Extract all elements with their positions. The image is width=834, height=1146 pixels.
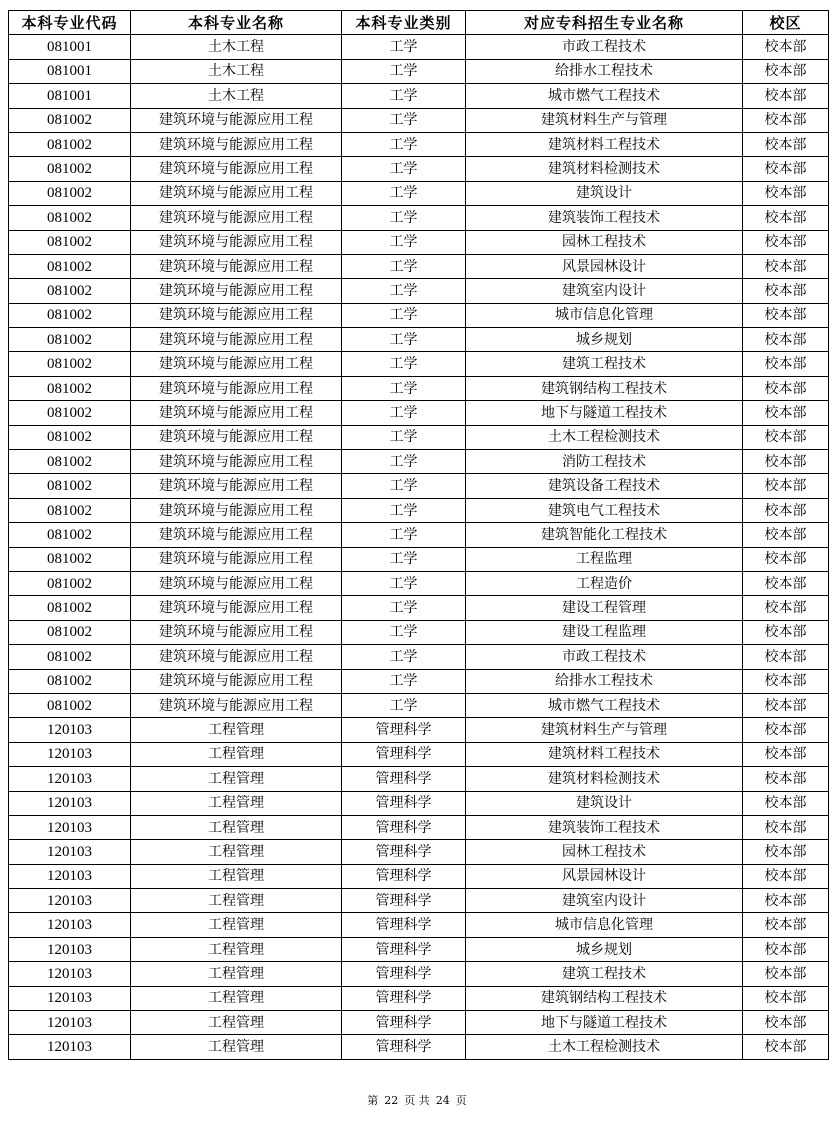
table-row [9, 937, 829, 961]
cell-undergrad-name: 工程管理 [131, 937, 342, 961]
table-row [9, 791, 829, 815]
cell-undergrad-category: 工学 [342, 328, 466, 352]
cell-junior-college-major: 建筑装饰工程技术 [466, 206, 743, 230]
cell-campus: 校本部 [743, 986, 829, 1010]
cell-undergrad-category: 工学 [342, 645, 466, 669]
cell-undergrad-category: 管理科学 [342, 1011, 466, 1035]
cell-undergrad-name: 工程管理 [131, 791, 342, 815]
cell-junior-college-major: 风景园林设计 [466, 864, 743, 888]
cell-undergrad-code: 081001 [9, 84, 131, 108]
cell-undergrad-name: 建筑环境与能源应用工程 [131, 132, 342, 156]
cell-junior-college-major: 建筑材料工程技术 [466, 132, 743, 156]
cell-junior-college-major: 建筑电气工程技术 [466, 498, 743, 522]
table-body [9, 35, 829, 1059]
cell-undergrad-name: 建筑环境与能源应用工程 [131, 206, 342, 230]
table-row [9, 523, 829, 547]
cell-campus: 校本部 [743, 450, 829, 474]
cell-junior-college-major: 地下与隧道工程技术 [466, 1011, 743, 1035]
cell-undergrad-code: 081002 [9, 669, 131, 693]
table-row [9, 254, 829, 278]
cell-undergrad-name: 建筑环境与能源应用工程 [131, 693, 342, 717]
cell-campus: 校本部 [743, 132, 829, 156]
cell-undergrad-code: 081002 [9, 206, 131, 230]
cell-campus: 校本部 [743, 376, 829, 400]
cell-undergrad-category: 工学 [342, 59, 466, 83]
cell-junior-college-major: 工程造价 [466, 571, 743, 595]
cell-undergrad-code: 081002 [9, 474, 131, 498]
cell-undergrad-code: 120103 [9, 815, 131, 839]
page-footer [0, 1092, 834, 1108]
cell-undergrad-name: 工程管理 [131, 840, 342, 864]
footer-middle: 页 共 [404, 1094, 430, 1107]
cell-undergrad-code: 081002 [9, 596, 131, 620]
cell-junior-college-major: 建筑钢结构工程技术 [466, 376, 743, 400]
header-junior-college-major: 对应专科招生专业名称 [466, 11, 743, 35]
cell-campus: 校本部 [743, 791, 829, 815]
cell-undergrad-name: 建筑环境与能源应用工程 [131, 303, 342, 327]
table-row [9, 474, 829, 498]
footer-suffix: 页 [455, 1094, 467, 1107]
cell-junior-college-major: 建筑室内设计 [466, 889, 743, 913]
cell-undergrad-name: 建筑环境与能源应用工程 [131, 547, 342, 571]
table-row [9, 35, 829, 59]
table-header-row [9, 11, 829, 35]
cell-campus: 校本部 [743, 303, 829, 327]
cell-undergrad-category: 工学 [342, 108, 466, 132]
cell-undergrad-name: 建筑环境与能源应用工程 [131, 157, 342, 181]
cell-undergrad-category: 工学 [342, 547, 466, 571]
cell-campus: 校本部 [743, 498, 829, 522]
cell-junior-college-major: 风景园林设计 [466, 254, 743, 278]
cell-campus: 校本部 [743, 352, 829, 376]
cell-campus: 校本部 [743, 328, 829, 352]
cell-campus: 校本部 [743, 864, 829, 888]
cell-undergrad-code: 081002 [9, 279, 131, 303]
cell-undergrad-name: 建筑环境与能源应用工程 [131, 108, 342, 132]
cell-undergrad-category: 管理科学 [342, 962, 466, 986]
cell-campus: 校本部 [743, 1035, 829, 1059]
cell-campus: 校本部 [743, 913, 829, 937]
cell-undergrad-name: 工程管理 [131, 889, 342, 913]
cell-undergrad-name: 建筑环境与能源应用工程 [131, 401, 342, 425]
cell-undergrad-code: 081002 [9, 425, 131, 449]
cell-junior-college-major: 市政工程技术 [466, 645, 743, 669]
table-row [9, 376, 829, 400]
cell-undergrad-name: 建筑环境与能源应用工程 [131, 474, 342, 498]
cell-campus: 校本部 [743, 767, 829, 791]
cell-junior-college-major: 园林工程技术 [466, 230, 743, 254]
cell-undergrad-category: 工学 [342, 401, 466, 425]
cell-campus: 校本部 [743, 523, 829, 547]
cell-undergrad-category: 工学 [342, 352, 466, 376]
header-undergrad-name: 本科专业名称 [131, 11, 342, 35]
cell-campus: 校本部 [743, 645, 829, 669]
cell-campus: 校本部 [743, 401, 829, 425]
cell-junior-college-major: 建筑钢结构工程技术 [466, 986, 743, 1010]
footer-current-page: 22 [384, 1094, 399, 1107]
cell-undergrad-code: 081002 [9, 620, 131, 644]
cell-undergrad-name: 建筑环境与能源应用工程 [131, 230, 342, 254]
cell-undergrad-category: 管理科学 [342, 1035, 466, 1059]
table-row [9, 571, 829, 595]
cell-undergrad-code: 081002 [9, 254, 131, 278]
cell-junior-college-major: 消防工程技术 [466, 450, 743, 474]
cell-undergrad-name: 工程管理 [131, 1035, 342, 1059]
cell-undergrad-category: 管理科学 [342, 864, 466, 888]
table-row [9, 59, 829, 83]
table-row [9, 864, 829, 888]
cell-junior-college-major: 建筑工程技术 [466, 352, 743, 376]
table-row [9, 84, 829, 108]
cell-campus: 校本部 [743, 206, 829, 230]
cell-junior-college-major: 建筑材料生产与管理 [466, 108, 743, 132]
cell-junior-college-major: 建筑材料工程技术 [466, 742, 743, 766]
table-row [9, 840, 829, 864]
cell-junior-college-major: 建筑材料检测技术 [466, 157, 743, 181]
cell-undergrad-name: 土木工程 [131, 59, 342, 83]
cell-undergrad-name: 建筑环境与能源应用工程 [131, 181, 342, 205]
cell-undergrad-category: 工学 [342, 230, 466, 254]
cell-undergrad-category: 工学 [342, 450, 466, 474]
cell-undergrad-code: 081002 [9, 450, 131, 474]
cell-undergrad-name: 建筑环境与能源应用工程 [131, 352, 342, 376]
cell-campus: 校本部 [743, 254, 829, 278]
cell-junior-college-major: 建筑智能化工程技术 [466, 523, 743, 547]
table-row [9, 767, 829, 791]
cell-undergrad-category: 管理科学 [342, 840, 466, 864]
cell-undergrad-name: 工程管理 [131, 742, 342, 766]
cell-undergrad-code: 081002 [9, 108, 131, 132]
cell-undergrad-category: 工学 [342, 376, 466, 400]
cell-junior-college-major: 地下与隧道工程技术 [466, 401, 743, 425]
cell-campus: 校本部 [743, 937, 829, 961]
cell-undergrad-name: 建筑环境与能源应用工程 [131, 328, 342, 352]
cell-junior-college-major: 给排水工程技术 [466, 59, 743, 83]
table-row [9, 815, 829, 839]
cell-undergrad-code: 081002 [9, 547, 131, 571]
table-row [9, 303, 829, 327]
table-row [9, 157, 829, 181]
header-undergrad-category: 本科专业类别 [342, 11, 466, 35]
footer-total-pages: 24 [435, 1094, 450, 1107]
cell-junior-college-major: 建设工程监理 [466, 620, 743, 644]
cell-undergrad-category: 工学 [342, 206, 466, 230]
cell-undergrad-code: 081002 [9, 498, 131, 522]
cell-undergrad-category: 管理科学 [342, 791, 466, 815]
cell-undergrad-code: 081002 [9, 352, 131, 376]
table-row [9, 108, 829, 132]
cell-campus: 校本部 [743, 474, 829, 498]
cell-campus: 校本部 [743, 693, 829, 717]
cell-undergrad-name: 建筑环境与能源应用工程 [131, 523, 342, 547]
cell-undergrad-category: 工学 [342, 498, 466, 522]
table-row [9, 279, 829, 303]
cell-junior-college-major: 建筑材料生产与管理 [466, 718, 743, 742]
cell-campus: 校本部 [743, 181, 829, 205]
table-row [9, 620, 829, 644]
cell-undergrad-category: 工学 [342, 474, 466, 498]
table-row [9, 962, 829, 986]
cell-undergrad-code: 120103 [9, 937, 131, 961]
cell-campus: 校本部 [743, 157, 829, 181]
cell-undergrad-category: 工学 [342, 84, 466, 108]
cell-undergrad-category: 工学 [342, 693, 466, 717]
cell-undergrad-name: 建筑环境与能源应用工程 [131, 279, 342, 303]
cell-undergrad-category: 管理科学 [342, 889, 466, 913]
cell-campus: 校本部 [743, 108, 829, 132]
table-row [9, 401, 829, 425]
cell-undergrad-code: 081002 [9, 523, 131, 547]
cell-undergrad-category: 工学 [342, 523, 466, 547]
cell-undergrad-name: 工程管理 [131, 815, 342, 839]
cell-undergrad-code: 081002 [9, 303, 131, 327]
cell-undergrad-code: 120103 [9, 840, 131, 864]
cell-campus: 校本部 [743, 547, 829, 571]
cell-campus: 校本部 [743, 742, 829, 766]
cell-junior-college-major: 城市燃气工程技术 [466, 693, 743, 717]
cell-undergrad-category: 工学 [342, 571, 466, 595]
cell-undergrad-category: 工学 [342, 157, 466, 181]
table-row [9, 1035, 829, 1059]
table-row [9, 913, 829, 937]
table-row [9, 669, 829, 693]
cell-junior-college-major: 建筑材料检测技术 [466, 767, 743, 791]
cell-junior-college-major: 园林工程技术 [466, 840, 743, 864]
cell-campus: 校本部 [743, 718, 829, 742]
cell-undergrad-category: 工学 [342, 303, 466, 327]
cell-campus: 校本部 [743, 620, 829, 644]
cell-campus: 校本部 [743, 889, 829, 913]
cell-junior-college-major: 给排水工程技术 [466, 669, 743, 693]
table-row [9, 1011, 829, 1035]
table-row [9, 742, 829, 766]
cell-undergrad-code: 081001 [9, 59, 131, 83]
cell-campus: 校本部 [743, 279, 829, 303]
cell-undergrad-category: 工学 [342, 279, 466, 303]
cell-undergrad-code: 120103 [9, 791, 131, 815]
cell-undergrad-name: 建筑环境与能源应用工程 [131, 498, 342, 522]
cell-undergrad-code: 120103 [9, 889, 131, 913]
cell-undergrad-name: 建筑环境与能源应用工程 [131, 450, 342, 474]
cell-campus: 校本部 [743, 571, 829, 595]
cell-undergrad-code: 081002 [9, 230, 131, 254]
cell-campus: 校本部 [743, 35, 829, 59]
cell-undergrad-name: 土木工程 [131, 84, 342, 108]
cell-undergrad-code: 081002 [9, 401, 131, 425]
cell-undergrad-code: 120103 [9, 1011, 131, 1035]
cell-undergrad-code: 081002 [9, 157, 131, 181]
cell-undergrad-name: 建筑环境与能源应用工程 [131, 645, 342, 669]
cell-undergrad-name: 土木工程 [131, 35, 342, 59]
cell-junior-college-major: 建筑设计 [466, 181, 743, 205]
cell-undergrad-name: 工程管理 [131, 962, 342, 986]
cell-junior-college-major: 土木工程检测技术 [466, 425, 743, 449]
cell-undergrad-code: 120103 [9, 986, 131, 1010]
cell-undergrad-code: 081002 [9, 181, 131, 205]
cell-junior-college-major: 城市信息化管理 [466, 913, 743, 937]
cell-campus: 校本部 [743, 840, 829, 864]
table-row [9, 181, 829, 205]
table-row [9, 206, 829, 230]
cell-junior-college-major: 建筑设备工程技术 [466, 474, 743, 498]
cell-campus: 校本部 [743, 59, 829, 83]
cell-campus: 校本部 [743, 425, 829, 449]
cell-undergrad-category: 工学 [342, 596, 466, 620]
cell-undergrad-name: 工程管理 [131, 718, 342, 742]
cell-campus: 校本部 [743, 84, 829, 108]
cell-undergrad-name: 工程管理 [131, 986, 342, 1010]
cell-junior-college-major: 建筑室内设计 [466, 279, 743, 303]
cell-junior-college-major: 城乡规划 [466, 328, 743, 352]
cell-undergrad-name: 建筑环境与能源应用工程 [131, 571, 342, 595]
cell-undergrad-code: 081002 [9, 328, 131, 352]
table-row [9, 693, 829, 717]
cell-campus: 校本部 [743, 815, 829, 839]
cell-campus: 校本部 [743, 230, 829, 254]
cell-undergrad-name: 建筑环境与能源应用工程 [131, 376, 342, 400]
header-undergrad-code: 本科专业代码 [9, 11, 131, 35]
major-mapping-table [8, 10, 829, 1060]
table-row [9, 547, 829, 571]
cell-undergrad-name: 建筑环境与能源应用工程 [131, 596, 342, 620]
table-row [9, 425, 829, 449]
cell-undergrad-code: 081002 [9, 571, 131, 595]
cell-undergrad-category: 管理科学 [342, 718, 466, 742]
cell-undergrad-category: 工学 [342, 620, 466, 644]
cell-undergrad-category: 管理科学 [342, 742, 466, 766]
table-row [9, 498, 829, 522]
table-row [9, 230, 829, 254]
table-row [9, 352, 829, 376]
cell-undergrad-category: 工学 [342, 425, 466, 449]
cell-undergrad-name: 工程管理 [131, 1011, 342, 1035]
table-row [9, 645, 829, 669]
table-row [9, 596, 829, 620]
table-row [9, 450, 829, 474]
cell-undergrad-name: 工程管理 [131, 864, 342, 888]
cell-undergrad-name: 建筑环境与能源应用工程 [131, 620, 342, 644]
cell-junior-college-major: 市政工程技术 [466, 35, 743, 59]
cell-undergrad-category: 工学 [342, 181, 466, 205]
cell-undergrad-code: 081002 [9, 132, 131, 156]
cell-undergrad-category: 管理科学 [342, 913, 466, 937]
cell-undergrad-category: 管理科学 [342, 815, 466, 839]
cell-undergrad-code: 120103 [9, 962, 131, 986]
cell-junior-college-major: 建筑工程技术 [466, 962, 743, 986]
cell-campus: 校本部 [743, 669, 829, 693]
cell-junior-college-major: 建筑装饰工程技术 [466, 815, 743, 839]
cell-undergrad-category: 管理科学 [342, 986, 466, 1010]
cell-undergrad-code: 081002 [9, 645, 131, 669]
cell-campus: 校本部 [743, 596, 829, 620]
cell-junior-college-major: 建设工程管理 [466, 596, 743, 620]
footer-prefix: 第 [367, 1094, 379, 1107]
header-campus: 校区 [743, 11, 829, 35]
cell-undergrad-category: 工学 [342, 669, 466, 693]
cell-undergrad-category: 工学 [342, 132, 466, 156]
cell-junior-college-major: 土木工程检测技术 [466, 1035, 743, 1059]
cell-undergrad-name: 建筑环境与能源应用工程 [131, 254, 342, 278]
table-row [9, 889, 829, 913]
cell-undergrad-name: 建筑环境与能源应用工程 [131, 425, 342, 449]
cell-undergrad-code: 120103 [9, 913, 131, 937]
cell-undergrad-name: 工程管理 [131, 913, 342, 937]
cell-undergrad-name: 工程管理 [131, 767, 342, 791]
cell-undergrad-code: 081002 [9, 693, 131, 717]
cell-undergrad-code: 120103 [9, 767, 131, 791]
cell-junior-college-major: 建筑设计 [466, 791, 743, 815]
table-row [9, 132, 829, 156]
cell-undergrad-code: 120103 [9, 1035, 131, 1059]
cell-undergrad-name: 建筑环境与能源应用工程 [131, 669, 342, 693]
cell-undergrad-category: 管理科学 [342, 767, 466, 791]
cell-junior-college-major: 城乡规划 [466, 937, 743, 961]
cell-undergrad-code: 081001 [9, 35, 131, 59]
cell-undergrad-code: 081002 [9, 376, 131, 400]
cell-undergrad-category: 工学 [342, 35, 466, 59]
cell-undergrad-code: 120103 [9, 742, 131, 766]
cell-junior-college-major: 工程监理 [466, 547, 743, 571]
cell-junior-college-major: 城市信息化管理 [466, 303, 743, 327]
cell-campus: 校本部 [743, 1011, 829, 1035]
table-row [9, 986, 829, 1010]
table-row [9, 328, 829, 352]
cell-undergrad-code: 120103 [9, 718, 131, 742]
table-row [9, 718, 829, 742]
cell-undergrad-category: 工学 [342, 254, 466, 278]
cell-undergrad-code: 120103 [9, 864, 131, 888]
cell-junior-college-major: 城市燃气工程技术 [466, 84, 743, 108]
cell-campus: 校本部 [743, 962, 829, 986]
cell-undergrad-category: 管理科学 [342, 937, 466, 961]
